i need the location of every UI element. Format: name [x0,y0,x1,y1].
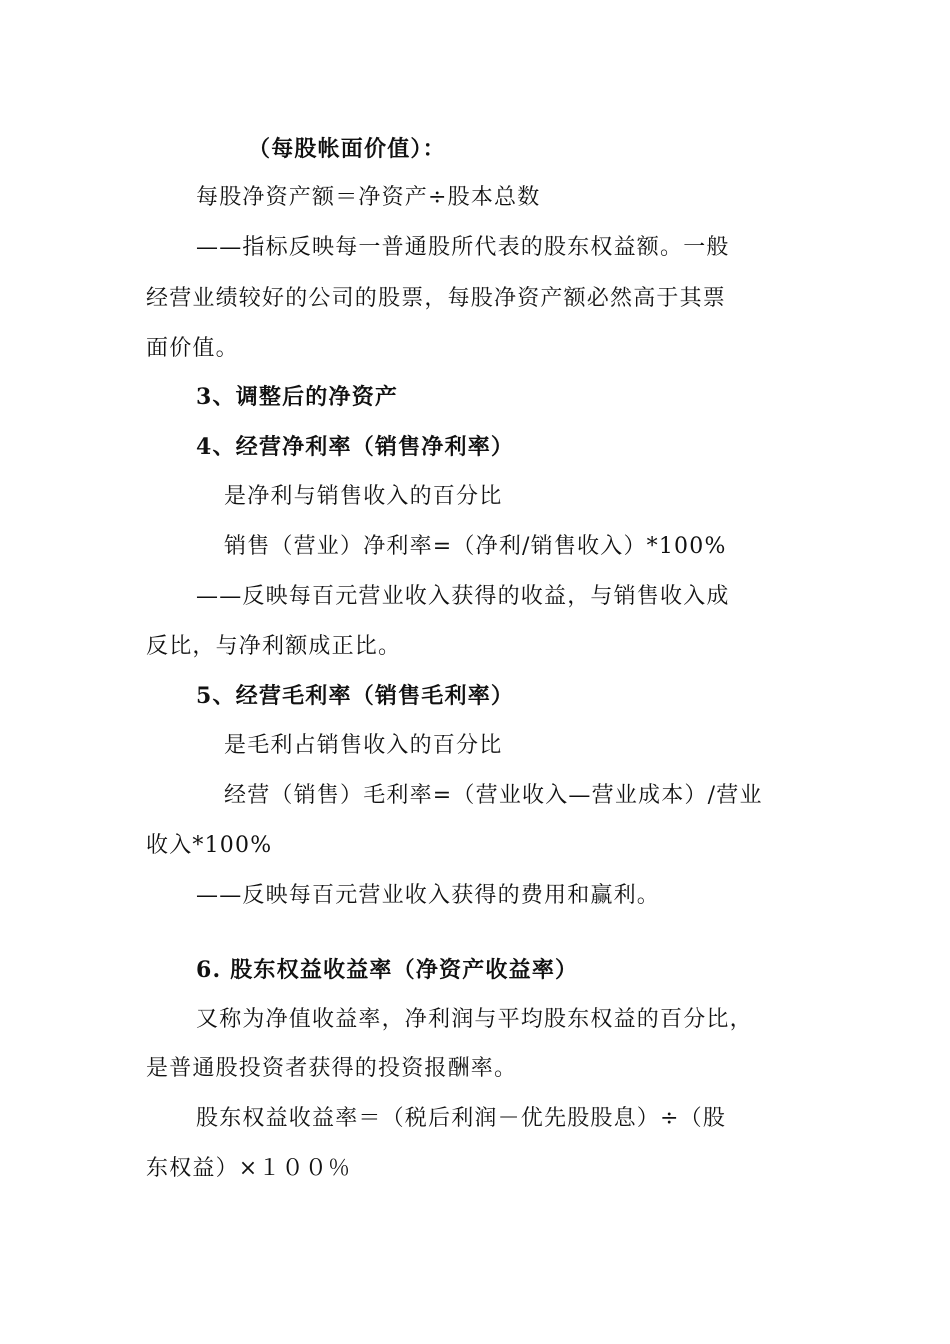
formula-net-assets-per-share: 每股净资产额＝净资产÷股本总数 [196,185,541,210]
paragraph-line: 是毛利占销售收入的百分比 [224,733,503,758]
paragraph-line: 又称为净值收益率，净利润与平均股东权益的百分比， [196,1007,753,1032]
paragraph-line: 面价值。 [146,336,239,361]
section-heading-5: 5、经营毛利率（销售毛利率） [196,683,515,709]
paragraph-line: ——反映每百元营业收入获得的收益，与销售收入成 [196,584,730,609]
paragraph-line: 是净利与销售收入的百分比 [224,484,503,509]
formula-roe-cont: 东权益）×１００％ [146,1156,352,1181]
paragraph-line: ——反映每百元营业收入获得的费用和赢利。 [196,883,661,908]
section-heading-book-value: （每股帐面价值）： [248,136,446,162]
paragraph-line: 是普通股投资者获得的投资报酬率。 [146,1056,518,1081]
formula-gross-margin: 经营（销售）毛利率=（营业收入—营业成本）/营业 [224,783,763,808]
section-heading-4: 4、经营净利率（销售净利率） [196,434,515,460]
paragraph-line: 经营业绩较好的公司的股票，每股净资产额必然高于其票 [146,286,727,311]
section-heading-6: 6. 股东权益收益率（净资产收益率） [196,957,579,983]
formula-roe: 股东权益收益率＝（税后利润－优先股股息）÷（股 [196,1106,727,1131]
section-heading-3: 3、调整后的净资产 [196,384,399,410]
paragraph-line: ——指标反映每一普通股所代表的股东权益额。一般 [196,235,730,260]
paragraph-line: 反比，与净利额成正比。 [146,634,402,659]
formula-net-profit-margin: 销售（营业）净利率=（净利/销售收入）*100% [224,534,727,559]
formula-gross-margin-cont: 收入*100% [146,833,273,858]
